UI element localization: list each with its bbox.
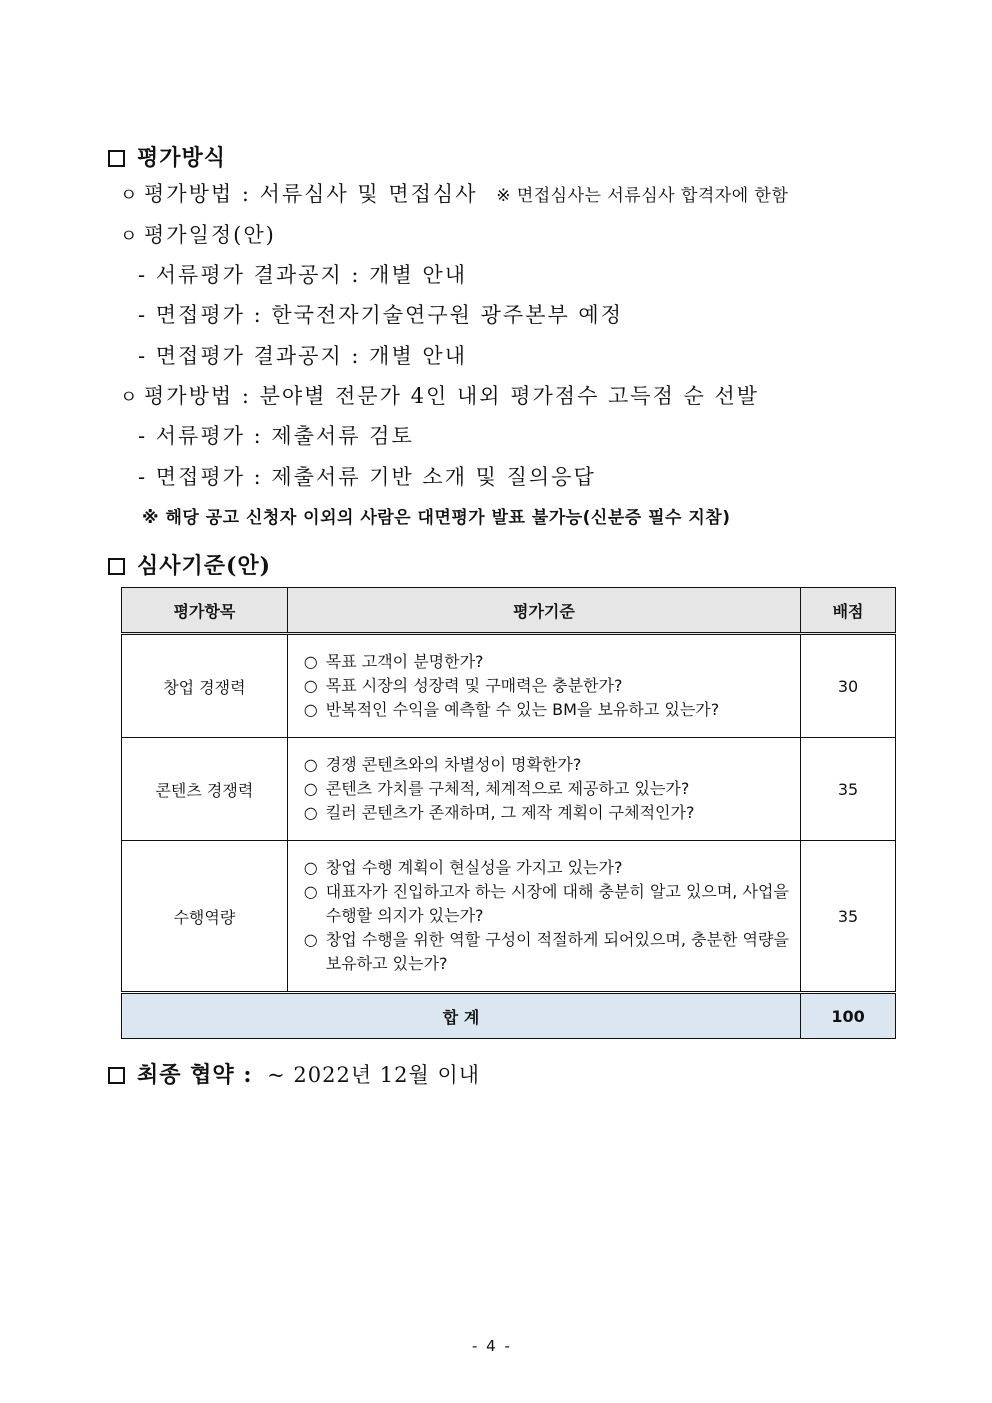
page-number: - 4 -: [472, 1337, 512, 1355]
circle-bullet-icon: ○: [303, 803, 318, 822]
criteria-item: ○ 킬러 콘텐츠가 존재하며, 그 제작 계획이 구체적인가?: [304, 801, 790, 825]
method2-item: - 면접평가 : 제출서류 기반 소개 및 질의응답: [138, 465, 596, 489]
table-header-row: [122, 588, 896, 634]
warning-note: ※ 해당 공고 신청자 이외의 사람은 대면평가 발표 불가능(신분증 필수 지참): [142, 508, 731, 528]
criteria-item: ○ 반복적인 수익을 예측할 수 있는 BM을 보유하고 있는가?: [304, 698, 790, 722]
total-label: 합 계: [122, 993, 801, 1039]
schedule-label: 평가일정(안): [144, 223, 276, 247]
criteria-item: ○ 경쟁 콘텐츠와의 차별성이 명확한가?: [304, 753, 790, 777]
header-score: 배점: [801, 588, 896, 634]
method2-item: - 서류평가 : 제출서류 검토: [138, 424, 414, 448]
total-score: 100: [801, 993, 896, 1039]
table-row: [122, 841, 896, 993]
circle-bullet-icon: ○: [303, 652, 318, 671]
method2-label: 평가방법 : 분야별 전문가 4인 내외 평가점수 고득점 순 선발: [144, 384, 760, 408]
schedule-item: - 면접평가 결과공지 : 개별 안내: [138, 344, 467, 368]
criteria-item: ○ 콘텐츠 가치를 구체적, 체계적으로 제공하고 있는가?: [304, 777, 790, 801]
section-evaluation-method: [108, 141, 226, 172]
row-item: 수행역량: [122, 841, 288, 993]
method2-line: [120, 380, 759, 410]
circle-bullet-icon: ○: [303, 858, 318, 877]
circle-bullet-icon: ㅇ: [120, 387, 140, 408]
row-item: 창업 경쟁력: [122, 634, 288, 738]
total-row: [122, 993, 896, 1039]
row-score: 30: [801, 634, 896, 738]
row-criteria: [287, 738, 800, 841]
criteria-item: ○ 목표 고객이 분명한가?: [304, 650, 790, 674]
section-title: 최종 협약 :: [137, 1062, 253, 1088]
schedule-line: [120, 219, 276, 249]
section-title: 평가방식: [137, 145, 227, 171]
method-note: ※ 면접심사는 서류심사 합격자에 한함: [496, 186, 789, 206]
schedule-item: - 면접평가 : 한국전자기술연구원 광주본부 예정: [138, 303, 623, 327]
final-agreement-text: ~ 2022년 12월 이내: [267, 1063, 481, 1087]
section-title: 심사기준(안): [137, 553, 272, 579]
method-line: [120, 178, 788, 208]
checkbox-square-icon: [108, 150, 125, 167]
circle-bullet-icon: ㅇ: [120, 226, 140, 247]
criteria-item: ○ 창업 수행 계획이 현실성을 가지고 있는가?: [304, 856, 790, 880]
table-row: [122, 738, 896, 841]
section-criteria: [108, 549, 271, 580]
row-item: 콘텐츠 경쟁력: [122, 738, 288, 841]
circle-bullet-icon: ○: [303, 779, 318, 798]
checkbox-square-icon: [108, 558, 125, 575]
table-row: [122, 634, 896, 738]
circle-bullet-icon: ○: [303, 930, 318, 949]
criteria-item: ○ 목표 시장의 성장력 및 구매력은 충분한가?: [304, 674, 790, 698]
header-item: 평가항목: [122, 588, 288, 634]
schedule-item: - 서류평가 결과공지 : 개별 안내: [138, 263, 467, 287]
criteria-item: ○ 창업 수행을 위한 역할 구성이 적절하게 되어있으며, 충분한 역량을 보유하고 있는가?: [303, 930, 789, 973]
circle-bullet-icon: ○: [303, 882, 318, 901]
circle-bullet-icon: ㅇ: [120, 185, 140, 206]
circle-bullet-icon: ○: [303, 755, 318, 774]
row-criteria: [287, 634, 800, 738]
section-final-agreement: [108, 1058, 480, 1089]
checkbox-square-icon: [108, 1067, 125, 1084]
row-score: 35: [801, 841, 896, 993]
header-criteria: 평가기준: [287, 588, 800, 634]
circle-bullet-icon: ○: [303, 676, 318, 695]
row-criteria: [287, 841, 800, 993]
row-score: 35: [801, 738, 896, 841]
criteria-table: [121, 587, 896, 1039]
method-label: 평가방법 : 서류심사 및 면접심사: [144, 182, 478, 206]
circle-bullet-icon: ○: [303, 700, 318, 719]
criteria-item: ○ 대표자가 진입하고자 하는 시장에 대해 충분히 알고 있으며, 사업을 수행할 의지가 있는가?: [303, 882, 789, 925]
